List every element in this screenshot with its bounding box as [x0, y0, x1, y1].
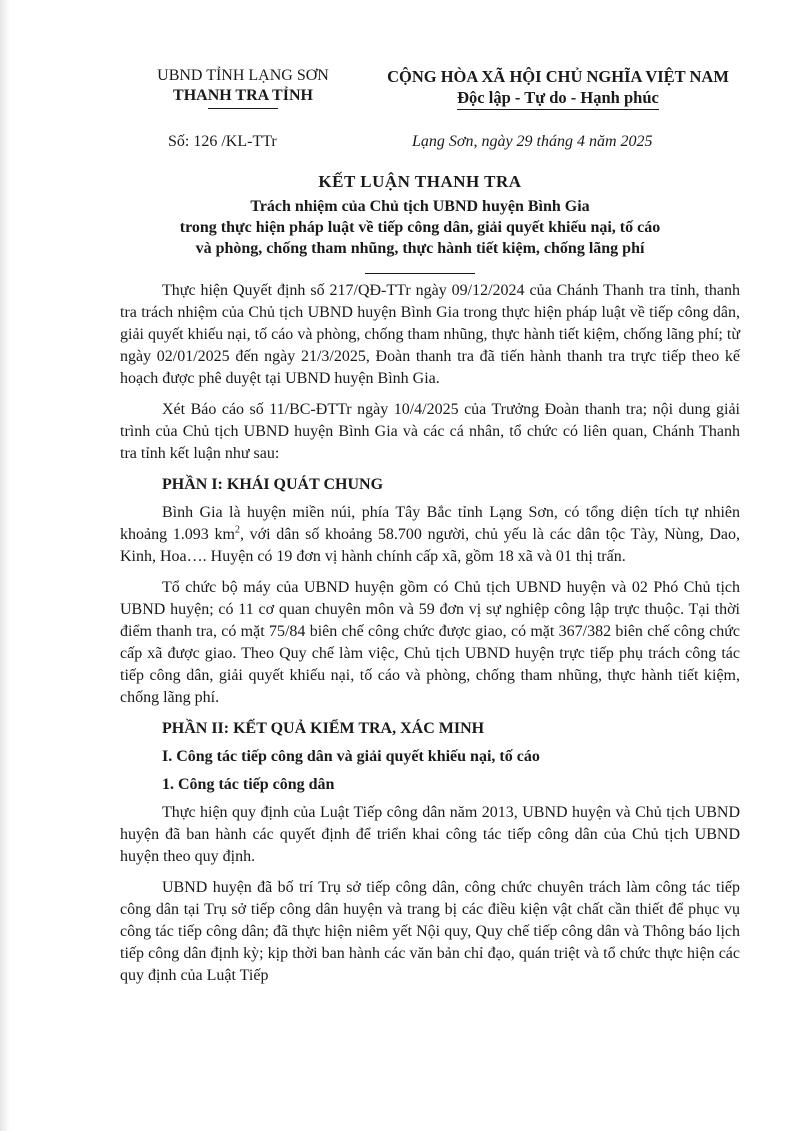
- national-motto: Độc lập - Tự do - Hạnh phúc: [457, 87, 659, 110]
- agency-parent: UBND TỈNH LẠNG SƠN: [157, 67, 329, 84]
- paragraph-3-start: Bình Gia là huyện miền núi, phía Tây Bắc tỉnh Lạng Sơn, có tổng diện tích tự nhiên khoảng 1.093 km: [120, 504, 740, 543]
- subtitle-underline: [365, 273, 475, 274]
- document-subtitle: [100, 196, 740, 280]
- subsection-1-heading: 1. Công tác tiếp công dân: [162, 776, 335, 793]
- subtitle-line-3: và phòng, chống tham nhũng, thực hành tiết kiệm, chống lãng phí: [195, 240, 645, 257]
- agency-name: THANH TRA TỈNH: [173, 87, 313, 104]
- paragraph-2: Xét Báo cáo số 11/BC-ĐTTr ngày 10/4/2025 của Trưởng Đoàn thanh tra; nội dung giải trình của Chủ tịch UBND huyện Bình Gia và các cá nhân, tổ chức có liên quan, Chánh Thanh tra tỉnh kết luận như sau:: [120, 401, 740, 462]
- subtitle-line-1: Trách nhiệm của Chủ tịch UBND huyện Bình Gia: [250, 198, 590, 215]
- document-body: [120, 280, 740, 996]
- area-superscript: 2: [234, 524, 240, 536]
- national-header: [358, 66, 758, 110]
- issuing-agency: [128, 66, 358, 109]
- part-2-heading: PHẦN II: KẾT QUẢ KIỂM TRA, XÁC MINH: [162, 720, 485, 737]
- paragraph-5: Thực hiện quy định của Luật Tiếp công dân năm 2013, UBND huyện và Chủ tịch UBND huyện đã ban hành các quyết định để triển khai công tác tiếp công dân của Chủ tịch UBND huyện theo quy định.: [120, 804, 740, 865]
- paragraph-1: Thực hiện Quyết định số 217/QĐ-TTr ngày 09/12/2024 của Chánh Thanh tra tỉnh, thanh tra trách nhiệm của Chủ tịch UBND huyện Bình Gia trong thực hiện pháp luật về tiếp công dân, giải quyết khiếu nại, tố cáo và phòng, chống tham nhũng, thực hành tiết kiệm, chống lãng phí; từ ngày 02/01/2025 đến ngày 21/3/2025, Đoàn thanh tra đã tiến hành thanh tra trực tiếp theo kế hoạch được phê duyệt tại UBND huyện Bình Gia.: [120, 282, 740, 387]
- paragraph-4: Tổ chức bộ máy của UBND huyện gồm có Chủ tịch UBND huyện và 02 Phó Chủ tịch UBND huyện; có 11 cơ quan chuyên môn và 59 đơn vị sự nghiệp công lập trực thuộc. Tại thời điểm thanh tra, có mặt 75/84 biên chế công chức được giao, có mặt 367/382 biên chế công chức cấp xã được giao. Theo Quy chế làm việc, Chủ tịch UBND huyện trực tiếp phụ trách công tác tiếp công dân, giải quyết khiếu nại, tố cáo và phòng, chống tham nhũng, thực hành tiết kiệm, chống lãng phí.: [120, 579, 740, 706]
- document-title: KẾT LUẬN THANH TRA: [318, 172, 522, 191]
- section-1-heading: I. Công tác tiếp công dân và giải quyết khiếu nại, tố cáo: [162, 748, 540, 765]
- place-and-date: Lạng Sơn, ngày 29 tháng 4 năm 2025: [412, 133, 653, 150]
- subtitle-line-2: trong thực hiện pháp luật về tiếp công dân, giải quyết khiếu nại, tố cáo: [179, 219, 661, 236]
- document-number: Số: 126 /KL-TTr: [168, 133, 277, 150]
- agency-underline: [208, 108, 278, 109]
- paragraph-3-end: , với dân số khoảng 58.700 người, chủ yếu là các dân tộc Tày, Nùng, Dao, Kinh, Hoa…. Huyện có 19 đơn vị hành chính cấp xã, gồm 18 xã và 01 thị trấn.: [120, 526, 741, 565]
- nation-name: CỘNG HÒA XÃ HỘI CHỦ NGHĨA VIỆT NAM: [387, 67, 729, 86]
- scan-edge: [0, 0, 10, 1131]
- part-1-heading: PHẦN I: KHÁI QUÁT CHUNG: [162, 476, 384, 493]
- paragraph-3: [120, 502, 740, 568]
- paragraph-6: UBND huyện đã bố trí Trụ sở tiếp công dân, công chức chuyên trách làm công tác tiếp công dân tại Trụ sở tiếp công dân huyện và trang bị các điều kiện vật chất cần thiết để phục vụ công tác tiếp công dân; đã thực hiện niêm yết Nội quy, Quy chế tiếp công dân và Thông báo lịch tiếp công dân định kỳ; kịp thời ban hành các văn bản chỉ đạo, quán triệt và tổ chức thực hiện các quy định của Luật Tiếp: [120, 879, 740, 984]
